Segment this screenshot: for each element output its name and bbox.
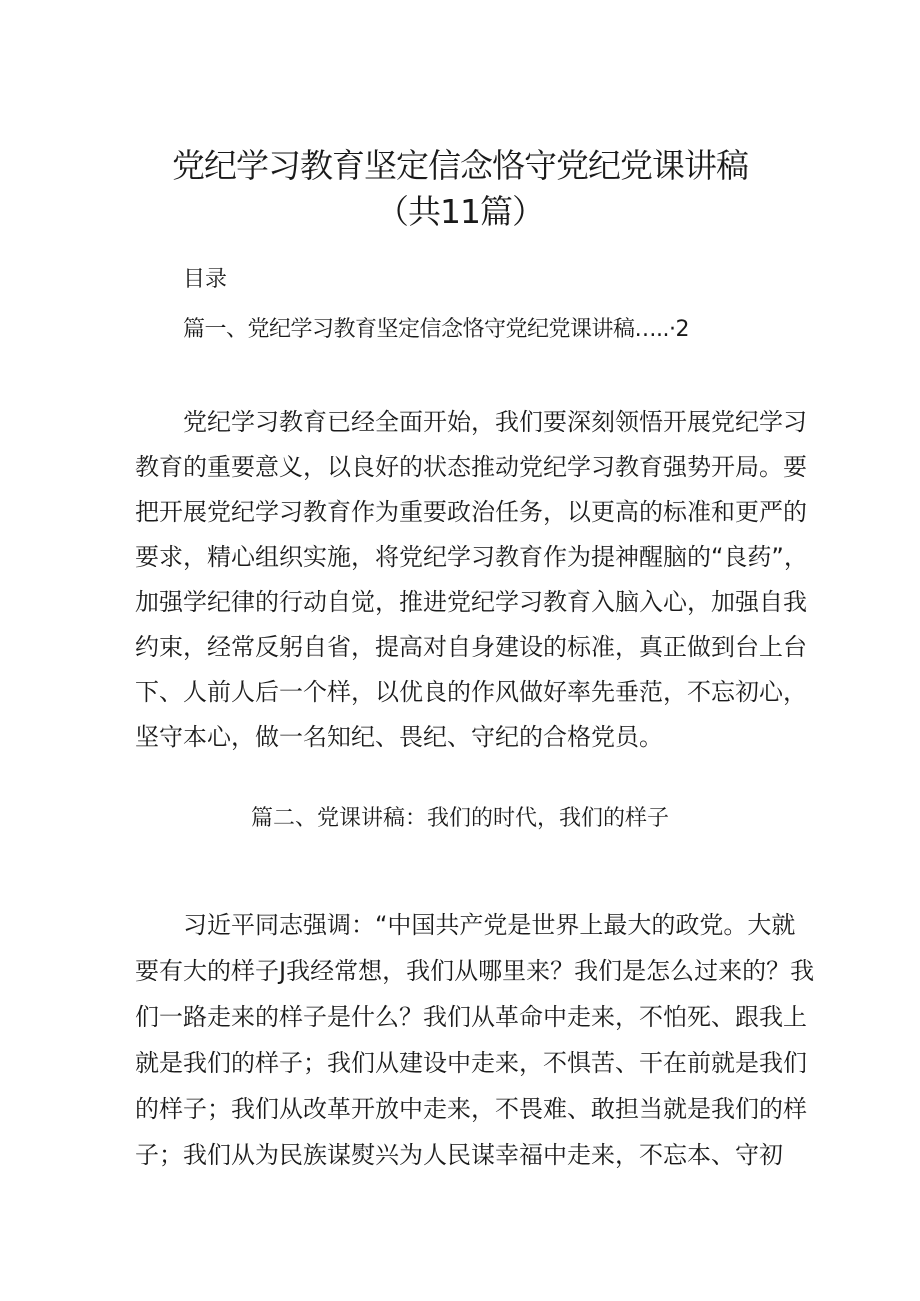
document-subtitle: （共11篇） [376, 192, 544, 231]
paragraph-line: 要有大的样子J我经常想，我们从哪里来？我们是怎么过来的？我 [135, 957, 815, 985]
paragraph-line: 就是我们的样子；我们从建设中走来，不惧苦、干在前就是我们 [135, 1049, 807, 1077]
paragraph-line: 坚守本心，做一名知纪、畏纪、守纪的合格党员。 [135, 723, 663, 751]
paragraph-line: 们一路走来的样子是什么？我们从革命中走来，不怕死、跟我上 [135, 1003, 807, 1031]
document-title: 党纪学习教育坚定信念恪守党纪党课讲稿 [172, 146, 748, 185]
toc-heading: 目录 [183, 267, 228, 292]
paragraph-line: 约束，经常反躬自省，提高对自身建设的标准，真正做到台上台 [135, 633, 807, 661]
paragraph-line: 要求，精心组织实施，将党纪学习教育作为提神醒脑的“良药”， [135, 543, 808, 571]
paragraph-line: 子；我们从为民族谋熨兴为人民谋幸福中走来，不忘本、守初 [135, 1141, 783, 1169]
paragraph-line: 下、人前人后一个样，以优良的作风做好率先垂范，不忘初心， [135, 678, 807, 706]
paragraph-line: 把开展党纪学习教育作为重要政治任务，以更高的标准和更严的 [135, 498, 807, 526]
paragraph-line: 的样子；我们从改革开放中走来，不畏难、敢担当就是我们的样 [135, 1095, 807, 1123]
paragraph-line: 党纪学习教育已经全面开始，我们要深刻领悟开展党纪学习 [183, 408, 807, 436]
section2-heading: 篇二、党课讲稿：我们的时代，我们的样子 [250, 806, 669, 831]
paragraph-line: 教育的重要意义，以良好的状态推动党纪学习教育强势开局。要 [135, 453, 807, 481]
toc-item[interactable]: 篇一、党纪学习教育坚定信念恪守党纪党课讲稿…..·2 [183, 317, 689, 342]
paragraph-line: 加强学纪律的行动自觉，推进党纪学习教育入脑入心，加强自我 [135, 588, 807, 616]
paragraph-line: 习近平同志强调：“中国共产党是世界上最大的政党。大就 [183, 911, 796, 939]
